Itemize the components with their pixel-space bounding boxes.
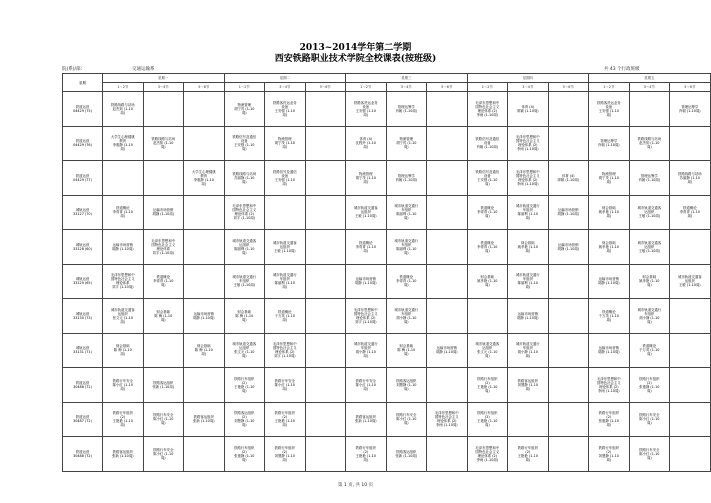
course-cell [548, 437, 589, 472]
course-cell [305, 230, 346, 265]
course-cell: 铁道概论 李青青 (1-10 周) [346, 230, 387, 265]
course-cell: 铁路信号及通信 设备 王安强 (1-10 周) [224, 126, 265, 161]
course-cell [670, 126, 711, 161]
course-cell: 铁路客货运业务 设备 王安强 (1-10 周) [589, 92, 630, 127]
course-cell: 城市轨道交通行 车组织 陈丽利 (1-10 周) [265, 264, 306, 299]
course-cell: 铁路行车组织 (2) 王艳艳 (1-10 周) [224, 368, 265, 403]
period-header: 1～2节 [467, 83, 508, 92]
course-cell: 铁道概论 李青青 (1-10 周) [143, 264, 184, 299]
page-footer: 第 1 页, 共 10 页 [337, 483, 374, 488]
course-cell: 运输市场营销 胡静 (1-10周) [548, 230, 589, 265]
course-cell: 毛泽东思想和中 国特色社会主义 理论体系 (2) 刘宇 (1-10周) [346, 299, 387, 334]
course-cell: 毛泽东思想和中 国特色社会主义 理论体系 刘宇 (1-10周) [143, 230, 184, 265]
course-cell: 城市轨道交通客 运组织 陈丽利 (1-10 周) [224, 230, 265, 265]
period-header: 1～2节 [103, 83, 144, 92]
course-cell [184, 92, 225, 127]
period-header: 5～6节 [427, 83, 468, 92]
course-cell: 毛泽东思想和中 国特色社会主义 理论体系 (2) 刘宇 (1-10周) [224, 195, 265, 230]
class-row [63, 126, 711, 161]
course-cell [427, 92, 468, 127]
period-header: 5～6节 [305, 83, 346, 92]
class-name: 城轨运营 33128 (60) [63, 230, 103, 265]
course-cell [305, 126, 346, 161]
course-cell [143, 333, 184, 368]
course-cell: 铁路客货运业务 设备 王安强 (1-10 周) [346, 92, 387, 127]
course-cell: 铁路线路与站场 赵杰知 (1-10 周) [143, 126, 184, 161]
course-cell: 铁道概论 李青青 (1-10 周) [467, 230, 508, 265]
course-cell: 管理运筹学 肖朝 (1-10周) [386, 92, 427, 127]
course-cell: 铁路行车组织 (2) 王艳艳 (1-10 周) [467, 402, 508, 437]
course-cell: 毛泽东思想和中 国特色社会主义 理论体系 (2) 李雨 (1-10周) [589, 368, 630, 403]
class-name: 城轨运营 33129 (65) [63, 264, 103, 299]
course-cell: 铁路行车组织 (2) 王艳艳 (1-10 周) [103, 402, 144, 437]
course-cell: 毛泽东思想和中 国特色社会主义 理论体系 (2) 李雨 (1-10周) [508, 126, 549, 161]
course-cell: 铁路行车安全 陈小红 (1-10 周) [629, 437, 670, 472]
course-cell: 铁路客运组织 张新 (1-10周) [346, 402, 387, 437]
course-cell [548, 299, 589, 334]
course-cell: 财会基础 姚孝艳 (1-10 周) [508, 230, 549, 265]
course-cell: 体育 (4) 廖颖 (1-10周) [548, 161, 589, 196]
class-row [63, 161, 711, 196]
course-cell: 运输市场营销 胡静 (1-10周) [427, 333, 468, 368]
course-cell [670, 333, 711, 368]
course-cell: 铁路行车安全 陈小红 (1-10 周) [103, 368, 144, 403]
class-name: 铁道运营 30488 (72) [63, 437, 103, 472]
period-header: 1～2节 [224, 83, 265, 92]
course-cell [427, 437, 468, 472]
course-cell: 铁路客运组织 张新 (1-10周) [143, 368, 184, 403]
course-cell: 铁路线路与站场 苏丽静 (1-10 周) [670, 161, 711, 196]
period-header: 1～2节 [589, 83, 630, 92]
page-subtitle: 西安铁路职业技术学院全校课表(按班级) [274, 54, 437, 64]
course-cell [305, 299, 346, 334]
course-cell: 城市轨道交通行 车组织 陈丽利 (1-10 周) [386, 230, 427, 265]
class-row [63, 264, 711, 299]
class-name: 城轨运营 33127 (70) [63, 195, 103, 230]
course-cell [508, 402, 549, 437]
course-cell: 铁路行车组织 (2) 刘慧静 (1-10 周) [265, 437, 306, 472]
course-cell [427, 161, 468, 196]
course-cell: 铁路行车安全 陈小红 (1-10 周) [143, 437, 184, 472]
course-cell: 城市轨道交通行 车组织 胡小静 (1-10 周) [346, 333, 387, 368]
course-cell [548, 92, 589, 127]
course-cell [184, 437, 225, 472]
course-cell [427, 195, 468, 230]
course-cell: 铁路行车组织 (2) 刘慧静 (1-10 周) [589, 437, 630, 472]
course-cell: 物流管理 胡宁茂 (1-10 周) [386, 126, 427, 161]
class-name: 铁道运营 30487 (72) [63, 402, 103, 437]
course-cell: 城市轨道交通客 运组织 王敏 (1-10周) [629, 195, 670, 230]
class-row [63, 230, 711, 265]
course-cell [548, 402, 589, 437]
course-cell [305, 92, 346, 127]
course-cell: 财会基础 姚孝艳 (1-10 周) [467, 264, 508, 299]
course-cell: 管理运筹学 肖朝 (1-10周) [670, 92, 711, 127]
day-header: 星期四 [467, 74, 589, 83]
course-cell: 毛泽东思想和中 国特色社会主义 理论体系 (2) 李雨 (1-10周) [467, 92, 508, 127]
department-name: 交通运输系 [132, 67, 155, 72]
course-cell: 毛泽东思想和中 国特色社会主义 理论体系 刘宇 (1-10周) [103, 264, 144, 299]
course-cell [629, 92, 670, 127]
course-cell [427, 126, 468, 161]
course-cell: 铁道概论 于万英 (1-10 周) [629, 333, 670, 368]
course-cell: 铁路行车安全 陈小红 (1-10 周) [629, 402, 670, 437]
course-cell: 大学生心理健康 教育 李惠静 (1-10 周) [184, 161, 225, 196]
course-cell [548, 264, 589, 299]
class-row [63, 195, 711, 230]
course-cell: 毛泽东思想和中 国特色社会主义 理论体系 (2) 李雨 (1-10周) [427, 402, 468, 437]
course-cell: 城市轨道交通行 车组织 陈丽利 (1-10 周) [386, 195, 427, 230]
period-header: 3～4节 [143, 83, 184, 92]
class-row [63, 92, 711, 127]
course-cell: 铁路行车组织 (2) 张惠静 (1-10 周) [629, 368, 670, 403]
course-cell [184, 264, 225, 299]
course-cell: 管理运筹学 肖朝 (1-10周) [629, 161, 670, 196]
course-cell: 大学生心理健康 教育 李惠静 (1-10 周) [103, 126, 144, 161]
class-name: 城轨运营 33130 (73) [63, 299, 103, 334]
course-cell [305, 333, 346, 368]
period-header: 5～6节 [670, 83, 711, 92]
course-cell: 铁路信号及通信 设备 王安强 (1-10 周) [467, 161, 508, 196]
course-cell: 铁路信号及通信 设备 王安强 (1-10 周) [265, 161, 306, 196]
course-cell: 铁路客运组织 张新 (1-10周) [103, 437, 144, 472]
course-cell: 城市轨道交通行 车组织 陈丽利 (1-10 周) [508, 264, 549, 299]
course-cell [467, 299, 508, 334]
course-cell: 毛泽东思想和中 国特色社会主义 理论体系 (2) 李雨 (1-10周) [508, 161, 549, 196]
course-cell [143, 161, 184, 196]
course-cell [305, 161, 346, 196]
day-header: 星期二 [224, 74, 346, 83]
class-name: 铁道运营 04429 (77) [63, 161, 103, 196]
class-row [63, 299, 711, 334]
course-cell [265, 195, 306, 230]
course-cell: 铁道概论 李青青 (1-10 周) [670, 195, 711, 230]
course-cell: 财会基础 姚孝艳 (1-10 周) [589, 195, 630, 230]
class-row [63, 333, 711, 368]
course-cell: 铁道概论 李青青 (1-10 周) [467, 195, 508, 230]
department-label: 院(系)/部: [62, 67, 83, 72]
course-cell: 运输市场营销 胡静 (1-10周) [508, 299, 549, 334]
course-cell [670, 437, 711, 472]
course-cell: 铁道概论 于万英 (1-10 周) [589, 299, 630, 334]
course-cell [670, 299, 711, 334]
course-cell [548, 126, 589, 161]
course-cell: 铁路客运组织 张新 (1-10周) [184, 402, 225, 437]
course-cell: 城市轨道交通行 车组织 陈丽利 (1-10 周) [508, 195, 549, 230]
course-cell: 运输市场营销 胡静 (1-10周) [143, 195, 184, 230]
course-cell: 铁路行车安全 陈小红 (1-10 周) [265, 368, 306, 403]
course-cell [548, 368, 589, 403]
course-cell: 体育 (4) 廖颖 (1-10周) [508, 92, 549, 127]
course-cell [184, 368, 225, 403]
period-header: 3～4节 [629, 83, 670, 92]
course-cell: 铁道概论 李青青 (1-10 周) [103, 195, 144, 230]
class-name: 城轨运营 33131 (71) [63, 333, 103, 368]
course-cell: 铁路客货运业务 设备 王安强 (1-10 周) [265, 92, 306, 127]
period-header: 3～4节 [508, 83, 549, 92]
course-cell: 财会基础 姚孝艳 (1-10 周) [629, 264, 670, 299]
course-cell [427, 299, 468, 334]
course-cell [305, 264, 346, 299]
day-header: 星期五 [589, 74, 711, 83]
class-name: 铁道运营 30486 (72) [63, 368, 103, 403]
period-header: 3～4节 [265, 83, 306, 92]
course-cell: 城市轨道交通客 运组织 王敏 (1-10周) [670, 264, 711, 299]
class-row [63, 402, 711, 437]
course-cell [143, 92, 184, 127]
course-cell [427, 230, 468, 265]
course-cell: 运输市场营销 胡静 (1-10周) [103, 230, 144, 265]
day-header: 星期三 [346, 74, 468, 83]
course-cell: 毛泽东思想和中 国特色社会主义 理论体系 (2) 李雨 (1-10周) [467, 437, 508, 472]
course-cell: 运输市场营销 胡静 (1-10周) [548, 195, 589, 230]
class-count: 共 43 个行政班级 [604, 67, 640, 72]
course-cell: 财会基础 陈 梅 (1-10 周) [143, 299, 184, 334]
period-header: 1～2节 [346, 83, 387, 92]
class-name: 铁道运营 04429 (75) [63, 92, 103, 127]
course-cell: 城市轨道交通客 运组织 张文元 (1-10 周) [103, 299, 144, 334]
course-cell: 城市轨道交通行 车组织 胡小静 (1-10 周) [629, 299, 670, 334]
course-cell: 物流管理 胡宁茂 (1-10 周) [265, 126, 306, 161]
course-cell: 运输市场营销 胡静 (1-10周) [184, 299, 225, 334]
course-cell: 财会基础 陈 梅 (1-10 周) [224, 299, 265, 334]
course-cell [184, 230, 225, 265]
period-header: 5～6节 [184, 83, 225, 92]
course-cell: 铁路客运组织 刘慧静 (1-10 周) [508, 368, 549, 403]
class-row [63, 437, 711, 472]
course-cell: 城市轨道交通行 车组织 王敏 (1-10周) [224, 264, 265, 299]
course-cell: 运输市场营销 胡静 (1-10周) [346, 264, 387, 299]
course-cell [184, 126, 225, 161]
course-cell [305, 402, 346, 437]
course-cell: 运输市场营销 胡静 (1-10周) [589, 333, 630, 368]
course-cell: 铁路客运组织 (2) 刘慧静 (1-10 周) [224, 402, 265, 437]
corner-header: 星期 [63, 74, 103, 92]
course-cell: 运输市场营销 胡静 (1-10周) [589, 264, 630, 299]
course-cell: 铁路行车组织 (2) 王艳艳 (1-10 周) [346, 437, 387, 472]
course-cell: 财会基础 陈 梅 (1-10 周) [386, 333, 427, 368]
course-cell [670, 230, 711, 265]
course-cell: 城市轨道交通行 车组织 胡小静 (1-10 周) [386, 299, 427, 334]
course-cell: 城市轨道交通客 运组织 王敏 (1-10周) [629, 230, 670, 265]
course-cell [305, 195, 346, 230]
course-cell [670, 402, 711, 437]
course-cell: 管理运筹学 肖朝 (1-10周) [386, 161, 427, 196]
course-cell: 铁路客运组织 张新 (1-10周) [386, 437, 427, 472]
course-cell: 铁路信号及通信 设备 肖朝 (1-10周) [467, 126, 508, 161]
course-cell [305, 437, 346, 472]
course-cell: 城市轨道交通行 车组织 胡小静 (1-10 周) [508, 333, 549, 368]
day-header: 星期一 [103, 74, 225, 83]
course-cell: 物流管理 胡宁茂 (1-10 周) [589, 161, 630, 196]
course-cell: 财会基础 陈 梅 (1-10 周) [103, 333, 144, 368]
course-cell: 铁道概论 李青青 (1-10 周) [386, 264, 427, 299]
course-cell [670, 368, 711, 403]
course-cell [305, 368, 346, 403]
course-cell: 铁路行车组织 (2) 张惠静 (1-10 周) [589, 402, 630, 437]
page-title: 2013~2014学年第二学期 [299, 43, 412, 53]
course-cell: 城市轨道交通客 运组织 王敏 (1-10周) [346, 195, 387, 230]
course-cell: 城市轨道交通客 运组织 王敏 (1-10周) [265, 230, 306, 265]
course-cell [427, 368, 468, 403]
course-cell: 铁路行车组织 (2) 王艳艳 (1-10 周) [467, 368, 508, 403]
class-row [63, 368, 711, 403]
timetable [62, 73, 711, 472]
course-cell: 铁路行车安全 陈小红 (1-10 周) [143, 402, 184, 437]
course-cell: 铁道概论 于万英 (1-10 周) [265, 299, 306, 334]
course-cell: 财会基础 姚孝艳 (1-10 周) [589, 230, 630, 265]
course-cell: 铁路行车组织 (2) 王艳艳 (1-10 周) [265, 402, 306, 437]
course-cell: 物流管理 胡宁茂 (1-10 周) [346, 161, 387, 196]
class-name: 铁道运营 04429 (76) [63, 126, 103, 161]
course-cell: 财会基础 陈 梅 (1-10 周) [184, 333, 225, 368]
course-cell [427, 264, 468, 299]
course-cell: 铁路行车组织 (2) 张惠静 (1-10 周) [224, 437, 265, 472]
course-cell [184, 195, 225, 230]
course-cell: 城市轨道交通客 运组织 张文元 (1-10 周) [467, 333, 508, 368]
course-cell: 管理运筹学 肖朝 (1-10周) [589, 126, 630, 161]
course-cell: 体育 (4) 沈程玲 (1-10 周) [346, 126, 387, 161]
course-cell: 城市轨道交通客 运组织 张文元 (1-10 周) [224, 333, 265, 368]
period-header: 3～4节 [386, 83, 427, 92]
course-cell: 铁路客运组织 刘慧静 (1-10 周) [386, 368, 427, 403]
course-cell: 物流管理 胡宁茂 (1-10 周) [224, 92, 265, 127]
course-cell: 铁路线路与站场 赵杰知 (1-10 周) [629, 126, 670, 161]
course-cell: 铁路行车安全 陈小红 (1-10 周) [386, 402, 427, 437]
course-cell [103, 161, 144, 196]
course-cell: 铁路行车组织 (2) 王艳艳 (1-10 周) [508, 437, 549, 472]
course-cell: 铁路线路与站场 赵杰知 (1-10 周) [103, 92, 144, 127]
course-cell: 毛泽东思想和中 国特色社会主义 理论体系 (2) 刘宇 (1-10周) [265, 333, 306, 368]
period-header: 5～6节 [548, 83, 589, 92]
course-cell: 铁路行车安全 陈小红 (1-10 周) [346, 368, 387, 403]
course-cell [548, 333, 589, 368]
course-cell: 铁路线路与站场 苏丽静 (1-10 周) [224, 161, 265, 196]
